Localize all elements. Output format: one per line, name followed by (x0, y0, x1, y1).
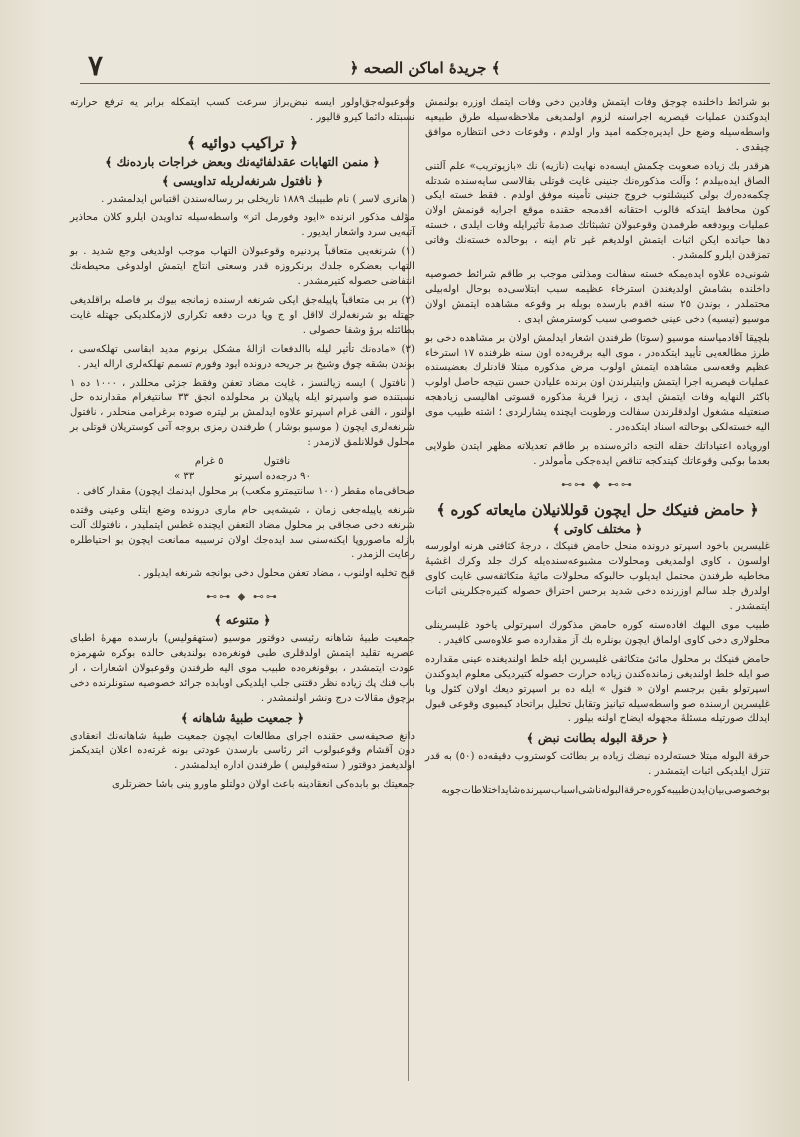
paragraph: اوروپاده اعتیاداتك حقله التجه دائره‌سنده بر طاقم تعدیلاته مظهر ایتدن طولایی بعدما بوکبی وقوعاتك کیتدکجه تناقص ایده‌جکی مأمولدر . (425, 440, 770, 467)
header-rule (80, 83, 770, 84)
paragraph: مؤلف مذکور انرنده «ایود وفورمل اتر» واسطه‌سیله تداویدن ایلرو کلان محاذیر آتیه‌یی سرد واشعار ایدیور . (70, 212, 415, 239)
section-heading: ﴿ تراکیب دوائیه ﴾ (186, 133, 299, 152)
section-ornament: ⊷⊶ ⬥ ⊷⊶ (561, 477, 634, 491)
page-header (80, 49, 770, 91)
section-subheading: ﴿ مختلف کاوتی ﴾ (552, 521, 643, 536)
paragraph: دانغ صحیفه‌سی حقنده اجرای مطالعات ایچون جمعیت طبیهٔ شاهانه‌نك انعقادی دون آقشام وقوعبولوب اثر رئاسی بارسدن عودتی بونه غرته‌ده اعلان ایتدیکمز اولدیغمز دوقتور ( سته‌قولیس ) طرفندن اداره ایدلمشدر . (70, 730, 415, 772)
formula-line (70, 470, 415, 485)
formula-ingredient: ٩٠ درجه‌ده اسپرتو (234, 470, 312, 482)
section-heading: ﴿ متنوعه ﴾ (214, 613, 271, 628)
paragraph: ( هانری لاسر ) نام طبیبك ١٨٨٩ تاریخلی بر رساله‌سندن اقتباس ایدلمشدر . (101, 193, 415, 205)
paragraph: هرقدر بك زیاده صعوبت چکمش ایسه‌ده نهایت (نازیه) نك «بازیوتریب» علم آلتنی الصاق ایده‌بیلدم ؛ وآلت مذکوره‌نك جنینی غایت قوتلی بقالاسی سایه‌سنده شدتله چکمه‌ده‌رك بولی کنیشلتوب خروج جنینی تأمینه موفق اولدم . فقط خسته ایکی کون محافظ ایتدکه قالوب احتقانه اقدمجه حقنده موقع اجرایه قونمش اولان عملیات وبودفعه طرفمدن وقوعبولان تشبثاتك صدمهٔ تأثیرایله وفات ایلدی ، خسته دها حیاتده ایکن اثبات ایتمش اولدیغم غیر تام اینه ، بوحالده خسته‌نك وفاتی تمزقدن ایلرو کلمشدر . (425, 160, 770, 262)
section-subheading: ﴿ منمن التهابات عقدلفائیه‌نك وبعض خراجات بارده‌نك ﴾ (105, 154, 380, 169)
formula-amount: ٥ غرام (194, 456, 224, 468)
section-subheading: ﴿ نافتول شرنغه‌لریله تداویسی ﴾ (161, 173, 324, 188)
paragraph: بو شرائط داخلنده چوجق وفات ایتمش وقادین دخی وفات ایتمك اوزره بولنمش ایدوکندن عملیات قیصریه اجراسنه لزوم اولمدیغی ملاحظه‌سیله طرق طبیعیه واسطه‌سیله وضع حل ایدیره‌جکمه امید وار اولدم ، وقوعات دخی انتظاره موافق چیقدی . (425, 97, 770, 153)
right-column (425, 96, 770, 803)
section-ornament: ⊷⊶ ⬥ ⊷⊶ (206, 590, 279, 604)
formula-ingredient: نافتول (263, 456, 291, 468)
section-heading: ﴿ جمعیت طبیهٔ شاهانه ﴾ (180, 710, 305, 725)
paragraph: جمعیت طبیهٔ شاهانه رئیسی دوقتور موسیو (ستهقولیس) بارسده مهرهٔ اطبای عصریه تقلید ایتمش اولدقلری طبی فونغره‌ده بولندیغی حالده بوکره شهرمزه عودت ایتمشدر ، بوقونغره‌ده طبیب موی الیه طرفندن وقوعبولان اشعارات ، ار باب فنك پك زیاده نظر دقتنی جلب ایلدیکی اوبابده جرائد خصوصیه ستونلرنده دخی برچوق مقالات درج ونشر اولنمشدر . (70, 633, 415, 704)
paragraph: بلچیقا آقادمیاسنه موسیو (سوتا) طرفندن اشعار ایدلمش اولان بر مشاهده دخی بو طرز مطالعه‌یی تأیید ایتکده‌در ، موی الیه برقریه‌ده اون سنه ظرفنده ١٧ استرخاء عظیم وقعه‌سی مشاهده ایتمش اولوب مرض مذکوره مبتلا قادنلرك بعضیسنده عملیات قیصریه اجرا ایتمش وایتیلرندن اون برنده علیادن حسن نتیجه حاصل اولوب باکثر النهایه وفات ایتمش ایدی ، زیرا قریهٔ مذکوره قسوتی اهالیسی زیادهجه صنعتیله مشغول اولدقلرندن سفالت ورطوبت ایچنده یشارلردی ؛ اشته طبیب موی الیه خسته‌لکی بوحالته اسناد ایتکده‌در . (425, 332, 771, 434)
section-heading: ﴿ حامض فنیکك حل ایچون قوللانیلان مایعاته کوره ﴾ (436, 500, 759, 519)
paragraph: صحاقی‌ماه مقطر (١٠٠ سانتیمترو مکعب) بر محلول ایدنمك ایچون) مقدار کافی . (76, 485, 415, 497)
page-number: ٧ (88, 49, 104, 82)
paragraph: طبیب موی الیهك افاده‌سنه کوره حامض مذکورك اسپرتولی یاخود غلیسرینلی محلولاری دخی کاوی اولماق ایچون بونلره بك آز مقدارده صو علاوه‌سی کافیدر . (425, 620, 770, 646)
section-heading: ﴿ حرقة البوله بطانت نبض ﴾ (526, 731, 669, 746)
paragraph: حامض فنیکك بر محلول مائیٔ متکاثفی غلیسرین ایله خلط اولندیغنده عینی مقدارده صو ایله خلط اولندیغی زمانده‌کندن زیاده حرارت حصوله کتیردیکی معلوم ایدوکندن اسپرتولو بقین برجسم اولان « فنول » ایله ده بر اسپرتو دیعك اولان کئول وبا غلیسرین ارسنده صو واسطه‌سیله تیانیز وتقابل تحلیل براتحاد کیمیوی وقوعی قبول ایدلك صورتیله مسئلهٔ مجهوله ایضاح اولنه بیلور . (425, 653, 770, 725)
paragraph: (٣) «ماده‌نك تأثیر لیله باالدفعات ازالهٔ مشکل برنوم مدید ابقاسی تهلکه‌سی ، بوندن بشقه چوق وشیخ بر جریحه درونده ایود وفورم تسمم تهلکه‌لری اراله ایدر . (70, 343, 415, 370)
paragraph: (٢) بر بی متعاقباً پاپیله‌جق ایکی شرنغه ارسنده زمانجه بیوك بر فاصله براقلدیغی جهتله بو شرنغه‌لرك لااقل او ج وپا درت دفعه تکراری لازمکلدیکی جهتله غایت بطائتله برؤ وشفا حصولی . (70, 294, 415, 336)
paragraph: ( نافتول ) ایسه زیالنسز ، غایت مضاد تعفن وفقط جزئی محللدر ، ١٠٠٠ ده ١ نسبتنده صو واسپرتو ایله پاپیلان بر محلولده انجق ٣٣ سانتیغرام مقدارنده حل اولنور ، الفی غرام اسپرتو علاوه ایدلمش بر لیتره صوده برغرامی منحلدر ، نافتول شرنغه‌لری ایچون ( موسیو بوشار ) طرفندن رمزی بروجه آتی کوستریلان قوتلی بر محلول قوللانلمق لازمدر : (70, 377, 415, 449)
paragraph: قیح تخلیه اولنوب ، مضاد تعفن محلول دخی بوانجه شرنغه ایدیلور . (137, 568, 415, 580)
journal-title: ﴿ جریدهٔ اماکن الصحه ﴾ (349, 59, 501, 77)
paragraph: وقوعبوله‌جق‌اولور ایسه نبض‌براز سرعت کسب ایتمکله برابر یه ترفع حرارته نسبتله دائما کیرو قالیور . (70, 97, 415, 123)
paragraph: غلیسرین باخود اسپرتو درونده منحل حامض فنیکك ، درجهٔ کثافتی هرنه اولورسه اولسون ، کاوی اولمدیغی ومحلولات مشبوعه‌سنده‌یله کرك جلد وکرك اغشیهٔ مخاطیه طرفندن محتمل ایدیلوب حالبوکه محلولات مائیهٔ متکاثفه‌سی غایت کاوی اولدرق جلد سالم اوزرنده دخی شدید برحس احتراق حصوله کتیره‌جکلرینی اثبات ایتمشدر . (425, 541, 770, 613)
formula-amount: ٣٣ » (173, 470, 195, 482)
paragraph: (١) شرنغه‌یی متعاقباً پردنیره وقوعبولان التهاب موجب اولدیغی وجع شدید . بو التهاب بعضکره جلدك برنکروزه قدر وسعتی انتاج ایتمش اولدوغی محیطه‌نك انتفاضی حصوله کتیرمشدر . (70, 246, 415, 288)
left-column (70, 96, 415, 797)
paragraph: بوخصوصی‌بیان‌ایدن‌طبیبه‌کوره‌حرقة‌البوله‌ناشی‌اسباب‌سیرنده‌شاید‌اختلاطات‌جوبه (441, 785, 770, 797)
paragraph: شونی‌ده علاوه ایده‌یمکه خسته سفالت ومذلتی موجب بر طاقم شرائط خصوصیه داخلنده بشامش اولدیغندن استرخاء عظیمه سبب ابتلاسی‌ده بوحال اوله‌بیلی محتملدر ، بوندن ٢٥ سنه اقدم بارسده بوبله بر وقوعه مشاهده ایتمش اولان موسیو (تیسیه) دخی عینی خصوصی سبب کوسترمش ایدی . (425, 268, 770, 325)
paragraph: حرقة البوله مبتلا خسته‌لرده نبضك زیاده بر بطائت کوستروب دقیقه‌ده (٥٠) به قدر تنزل ایلدیکی اثبات ایتمشدر . (425, 751, 770, 778)
paragraph: جمعیتك بو بابده‌کی انعقادینه باعث اولان دولتلو ماورو ینی باشا حضرتلری (111, 779, 415, 791)
paragraph: شرنغه یاپیله‌جغی زمان ، شیشه‌یی حام ماری درونده وضع ایتلی وعینی وقتده شرنغه دخی صجاقی بر محلول مضاد التعفن ایچنده غطس ایتملیدر ، نافتولك آلت بازله ماصوروپا ایکنه‌سنی سد ایده‌جك اولان ترسیبه ممانعت ایچون بو احتیاطلره رعایت الزمدر . (70, 504, 415, 561)
formula-line (70, 455, 415, 470)
